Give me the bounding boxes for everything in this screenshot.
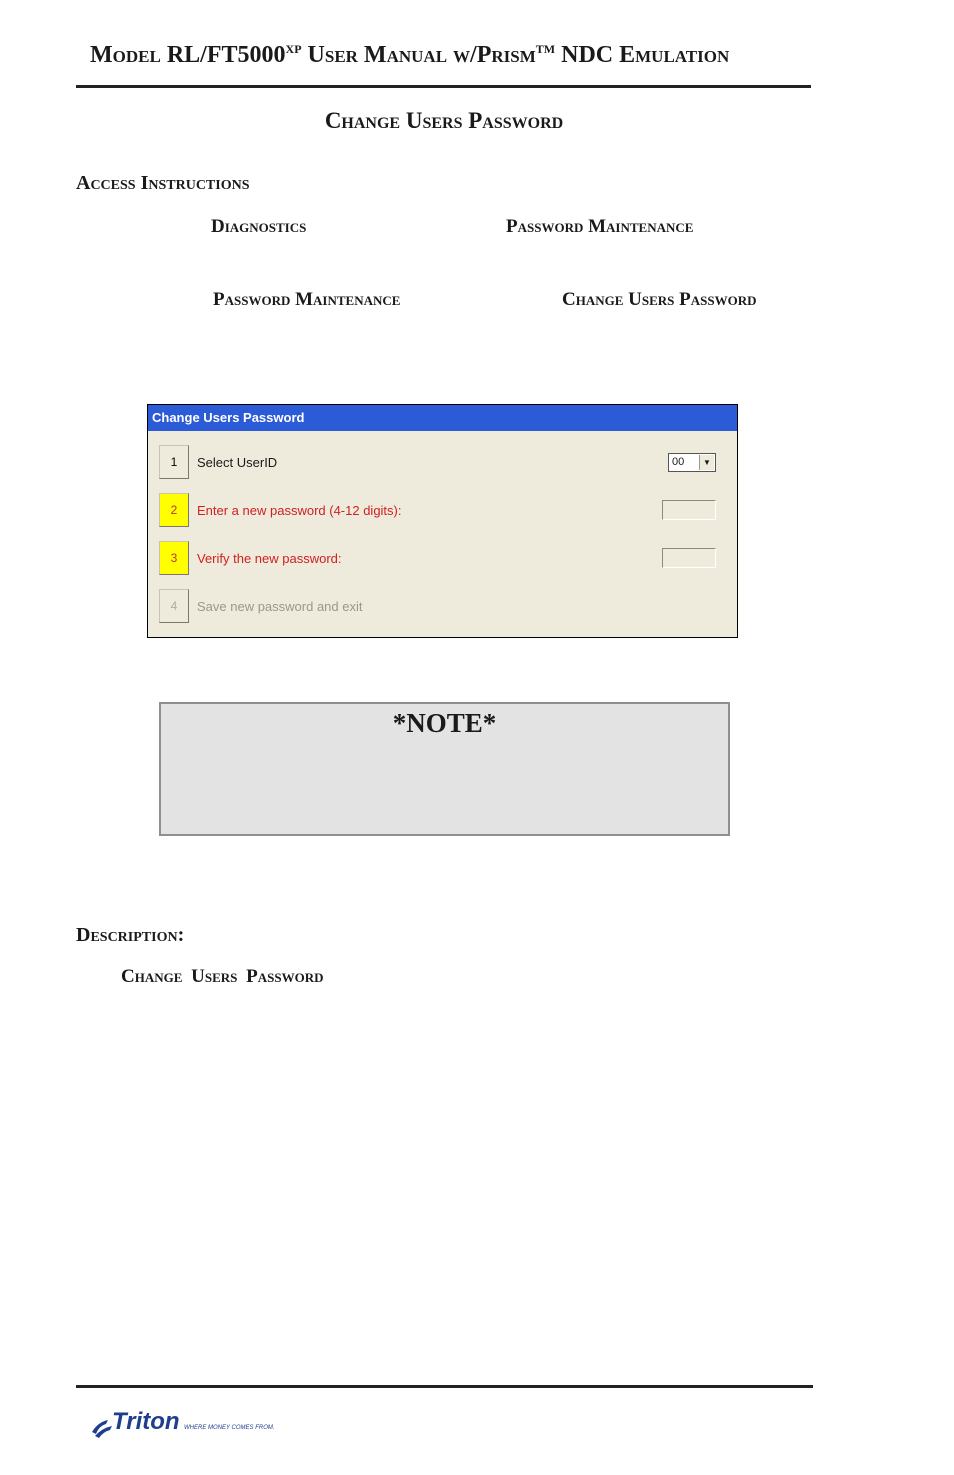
- header-rule: [76, 85, 811, 88]
- description-subject: Change Users Password: [121, 966, 324, 987]
- step-4-button[interactable]: 4: [159, 589, 189, 623]
- userid-select[interactable]: [668, 453, 716, 472]
- verify-password-field[interactable]: [662, 548, 716, 568]
- manual-header-title: [90, 42, 729, 69]
- change-password-dialog: [147, 404, 738, 638]
- save-exit-label: Save new password and exit: [197, 599, 363, 614]
- new-password-label: Enter a new password (4-12 digits):: [197, 503, 402, 518]
- note-title: *NOTE*: [392, 708, 497, 738]
- triton-logo: [90, 1408, 290, 1440]
- triton-logo-tagline: WHERE MONEY COMES FROM.: [184, 1425, 275, 1431]
- header-emulation: Emulation: [619, 42, 730, 68]
- nav-change-users-password: Change Users Password: [562, 289, 757, 310]
- step-3-button[interactable]: 3: [159, 541, 189, 575]
- verify-password-label: Verify the new password:: [197, 551, 342, 566]
- nav-diagnostics: Diagnostics: [211, 216, 307, 237]
- userid-select-value: 00: [672, 456, 685, 468]
- chevron-down-icon[interactable]: ▼: [699, 455, 714, 470]
- header-ndc: NDC: [561, 42, 614, 68]
- header-product-superscript: XP: [285, 42, 302, 56]
- select-userid-label: Select UserID: [197, 455, 278, 470]
- new-password-field[interactable]: [662, 500, 716, 520]
- description-heading: Description:: [76, 924, 185, 946]
- triton-logo-wordmark: Triton: [112, 1408, 180, 1435]
- header-user-manual: User Manual w/Prism: [307, 42, 536, 68]
- step-1-button[interactable]: 1: [159, 445, 189, 479]
- access-instructions-heading: Access Instructions: [76, 172, 250, 194]
- section-title: Change Users Password: [324, 108, 564, 133]
- header-product: RL/FT5000: [166, 42, 286, 68]
- footer-rule: [76, 1385, 813, 1388]
- dialog-title-bar: Change Users Password: [148, 405, 737, 431]
- header-trademark: TM: [535, 42, 556, 56]
- header-model: Model: [90, 42, 161, 68]
- nav-password-maintenance-2: Password Maintenance: [213, 289, 401, 310]
- step-2-button[interactable]: 2: [159, 493, 189, 527]
- nav-password-maintenance: Password Maintenance: [506, 216, 694, 237]
- note-box: [159, 702, 730, 836]
